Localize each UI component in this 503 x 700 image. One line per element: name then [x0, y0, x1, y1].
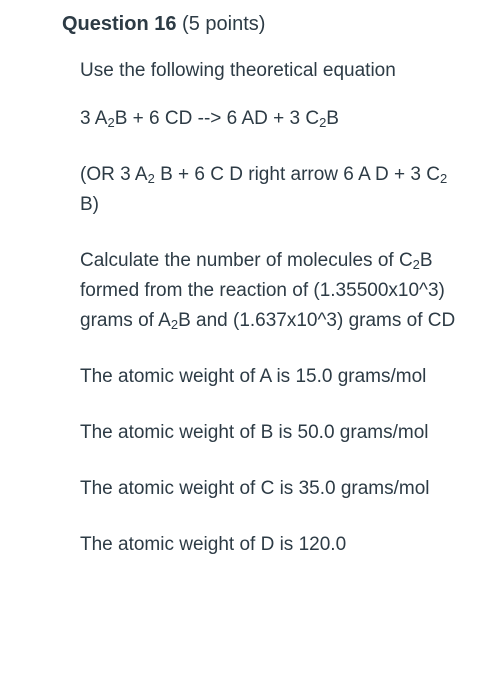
equation-part-2: B + 6 CD --> 6 AD + 3 C	[114, 108, 320, 129]
alt-equation-subscript-1: 2	[147, 171, 155, 186]
alt-equation-part-2: B + 6 C D right arrow 6 A D + 3 C	[154, 164, 440, 185]
question-title: Question 16	[62, 13, 177, 35]
intro-text: Use the following theoretical equation	[80, 60, 396, 81]
atomic-weight-a: The atomic weight of A is 15.0 grams/mol	[80, 366, 427, 387]
equation-part-1: 3 A	[80, 108, 108, 129]
calculate-part-1: Calculate the number of molecules of C	[80, 250, 413, 271]
alt-equation-subscript-2: 2	[439, 171, 448, 186]
question-header	[62, 10, 265, 38]
equation-subscript-1: 2	[107, 115, 115, 130]
calculate-part-2: B formed from the reaction of (1.35500x10^3) grams of A	[80, 250, 445, 331]
calculate-part-3: B and (1.637x10^3) grams of CD	[178, 310, 456, 331]
atomic-weight-c: The atomic weight of C is 35.0 grams/mol	[80, 478, 430, 499]
alt-equation-text	[80, 160, 460, 220]
equation-subscript-2: 2	[319, 115, 327, 130]
alt-equation-part-1: (OR 3 A	[80, 164, 148, 185]
alt-equation-part-3: B)	[80, 194, 99, 215]
calculate-subscript-1: 2	[412, 257, 420, 272]
question-body	[80, 56, 460, 560]
atomic-weight-b: The atomic weight of B is 50.0 grams/mol	[80, 422, 429, 443]
equation-text	[80, 104, 460, 134]
calculate-text	[80, 246, 460, 336]
question-points: (5 points)	[182, 13, 266, 35]
calculate-subscript-2: 2	[170, 317, 179, 332]
atomic-weight-d: The atomic weight of D is 120.0	[80, 534, 347, 555]
equation-part-3: B	[326, 108, 339, 129]
